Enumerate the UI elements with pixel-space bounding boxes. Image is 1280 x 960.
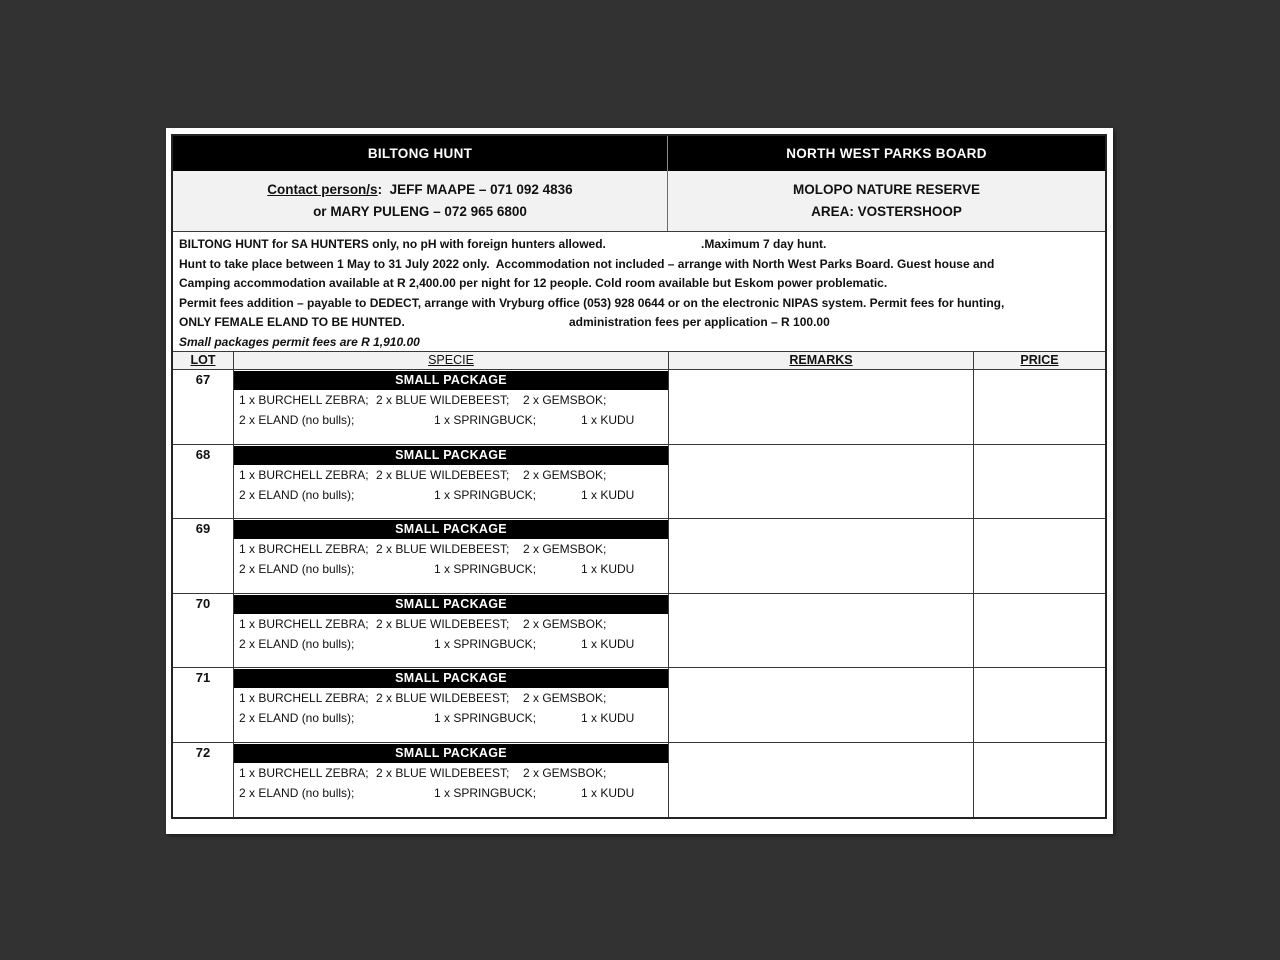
specie-line-1 [234, 390, 668, 410]
package-header-bar: SMALL PACKAGE [234, 371, 668, 390]
specie-cell [234, 594, 669, 668]
specie-line-2-segment: 1 x KUDU [581, 636, 635, 651]
specie-line-1-segment: 2 x GEMSBOK; [523, 393, 607, 407]
remarks-cell [669, 519, 974, 593]
specie-line-2 [234, 559, 668, 579]
price-cell [974, 519, 1105, 593]
intro-line [173, 274, 1105, 294]
location-section [668, 171, 1105, 231]
specie-line-1 [234, 688, 668, 708]
column-header-remarks: REMARKS [669, 352, 974, 369]
specie-line-2-segment: 1 x KUDU [581, 562, 635, 576]
specie-line-2-segment: 1 x SPRINGBUCK; [434, 562, 537, 576]
contact-person-1: : JEFF MAAPE – 071 092 4836 [377, 182, 573, 197]
specie-line-1 [234, 763, 668, 783]
lot-row [173, 743, 1105, 818]
specie-line-1-segment: 1 x BURCHELL ZEBRA; [239, 393, 369, 407]
lot-row [173, 445, 1105, 520]
document-page [166, 128, 1113, 834]
price-cell [974, 743, 1105, 818]
package-header-bar: SMALL PACKAGE [234, 595, 668, 614]
specie-cell [234, 743, 669, 818]
column-header-price: PRICE [1020, 353, 1059, 367]
price-cell [974, 594, 1105, 668]
package-header-bar: SMALL PACKAGE [234, 744, 668, 763]
contact-label: Contact person/s [267, 182, 378, 197]
specie-line-2-segment: 2 x ELAND (no bulls); [239, 562, 355, 576]
title-row [173, 136, 1105, 171]
contact-row [173, 171, 1105, 231]
price-cell [974, 370, 1105, 444]
lot-row [173, 370, 1105, 445]
package-header-bar: SMALL PACKAGE [234, 520, 668, 539]
intro-line-segment: ONLY FEMALE ELAND TO BE HUNTED. [179, 315, 405, 329]
remarks-cell [669, 370, 974, 444]
specie-line-1-segment: 2 x BLUE WILDEBEEST; [376, 691, 510, 705]
specie-line-2-segment: 1 x SPRINGBUCK; [434, 711, 537, 725]
intro-line-segment: BILTONG HUNT for SA HUNTERS only, no pH with foreign hunters allowed. [179, 237, 606, 251]
specie-line-2-segment: 2 x ELAND (no bulls); [239, 636, 355, 651]
intro-paragraph [173, 231, 1105, 351]
contact-section [173, 171, 668, 231]
specie-line-2 [234, 410, 668, 430]
specie-line-2 [234, 485, 668, 505]
specie-line-1-segment: 1 x BURCHELL ZEBRA; [239, 467, 369, 482]
specie-line-2-segment: 2 x ELAND (no bulls); [239, 711, 355, 725]
specie-line-1-segment: 2 x GEMSBOK; [523, 691, 607, 705]
intro-line [173, 333, 1105, 352]
price-cell [974, 445, 1105, 519]
specie-line-1-segment: 2 x GEMSBOK; [523, 467, 607, 482]
package-header-bar: SMALL PACKAGE [234, 669, 668, 688]
specie-line-1 [234, 539, 668, 559]
title-biltong-hunt: BILTONG HUNT [173, 136, 668, 171]
lot-row [173, 519, 1105, 594]
specie-line-2 [234, 634, 668, 654]
reserve-name: MOLOPO NATURE RESERVE [792, 182, 981, 197]
lot-number: 67 [173, 370, 234, 444]
specie-line-1-segment: 2 x GEMSBOK; [523, 542, 607, 556]
remarks-cell [669, 594, 974, 668]
specie-line-2-segment: 1 x KUDU [581, 413, 635, 427]
specie-line-2 [234, 708, 668, 728]
intro-line-segment: Small packages permit fees are R 1,910.00 [179, 334, 420, 349]
column-header-lot: LOT [173, 352, 234, 369]
intro-line-segment: Camping accommodation available at R 2,400.00 per night for 12 people. Cold room available but Eskom power problematic. [179, 276, 888, 290]
specie-line-1-segment: 2 x BLUE WILDEBEEST; [376, 542, 510, 556]
specie-line-2-segment: 2 x ELAND (no bulls); [239, 413, 355, 427]
lots-table-header [173, 351, 1105, 370]
intro-line-segment: .Maximum 7 day hunt. [701, 237, 827, 251]
package-header-bar: SMALL PACKAGE [234, 446, 668, 465]
contact-person-2: or MARY PULENG – 072 965 6800 [313, 204, 527, 219]
intro-line [173, 313, 1105, 333]
intro-line-segment: Permit fees addition – payable to DEDECT, arrange with Vryburg office (053) 928 0644 or on the electronic NIPAS system. Permit fees for hunting, [179, 295, 1005, 310]
specie-line-2-segment: 1 x KUDU [581, 785, 635, 800]
reserve-area: AREA: VOSTERSHOOP [811, 204, 962, 219]
intro-line [173, 255, 1105, 275]
specie-line-1 [234, 614, 668, 634]
specie-line-1-segment: 2 x BLUE WILDEBEEST; [376, 616, 510, 631]
intro-line-segment: administration fees per application – R 100.00 [569, 315, 830, 329]
specie-cell [234, 668, 669, 742]
lot-number: 72 [173, 743, 234, 818]
specie-line-1-segment: 1 x BURCHELL ZEBRA; [239, 691, 369, 705]
specie-line-1-segment: 1 x BURCHELL ZEBRA; [239, 765, 369, 780]
intro-line [173, 235, 1105, 255]
lot-row [173, 668, 1105, 743]
specie-cell [234, 519, 669, 593]
specie-line-1-segment: 2 x BLUE WILDEBEEST; [376, 393, 510, 407]
specie-line-2-segment: 1 x KUDU [581, 487, 635, 502]
document-body [171, 134, 1107, 819]
specie-line-2-segment: 1 x SPRINGBUCK; [434, 487, 537, 502]
specie-line-1-segment: 2 x BLUE WILDEBEEST; [376, 765, 510, 780]
lot-row [173, 594, 1105, 669]
title-parks-board: NORTH WEST PARKS BOARD [786, 146, 987, 161]
specie-line-2-segment: 2 x ELAND (no bulls); [239, 487, 355, 502]
specie-line-1-segment: 2 x GEMSBOK; [523, 616, 607, 631]
specie-line-2-segment: 2 x ELAND (no bulls); [239, 785, 355, 800]
specie-line-2 [234, 783, 668, 803]
lot-number: 68 [173, 445, 234, 519]
column-header-specie: SPECIE [234, 352, 669, 369]
specie-cell [234, 370, 669, 444]
lot-number: 69 [173, 519, 234, 593]
intro-line-segment: Hunt to take place between 1 May to 31 July 2022 only. Accommodation not included – arrange with North West Parks Board. Guest house and [179, 256, 995, 271]
remarks-cell [669, 668, 974, 742]
lot-number: 71 [173, 668, 234, 742]
specie-line-1-segment: 2 x BLUE WILDEBEEST; [376, 467, 510, 482]
specie-line-1-segment: 1 x BURCHELL ZEBRA; [239, 616, 369, 631]
specie-line-1-segment: 2 x GEMSBOK; [523, 765, 607, 780]
remarks-cell [669, 445, 974, 519]
specie-line-1 [234, 465, 668, 485]
specie-line-2-segment: 1 x SPRINGBUCK; [434, 636, 537, 651]
specie-cell [234, 445, 669, 519]
specie-line-2-segment: 1 x SPRINGBUCK; [434, 785, 537, 800]
intro-line [173, 294, 1105, 314]
lot-number: 70 [173, 594, 234, 668]
lots-table-body [173, 370, 1105, 817]
specie-line-2-segment: 1 x KUDU [581, 711, 635, 725]
specie-line-1-segment: 1 x BURCHELL ZEBRA; [239, 542, 369, 556]
price-cell [974, 668, 1105, 742]
remarks-cell [669, 743, 974, 818]
contact-line-1 [267, 179, 572, 201]
specie-line-2-segment: 1 x SPRINGBUCK; [434, 413, 537, 427]
